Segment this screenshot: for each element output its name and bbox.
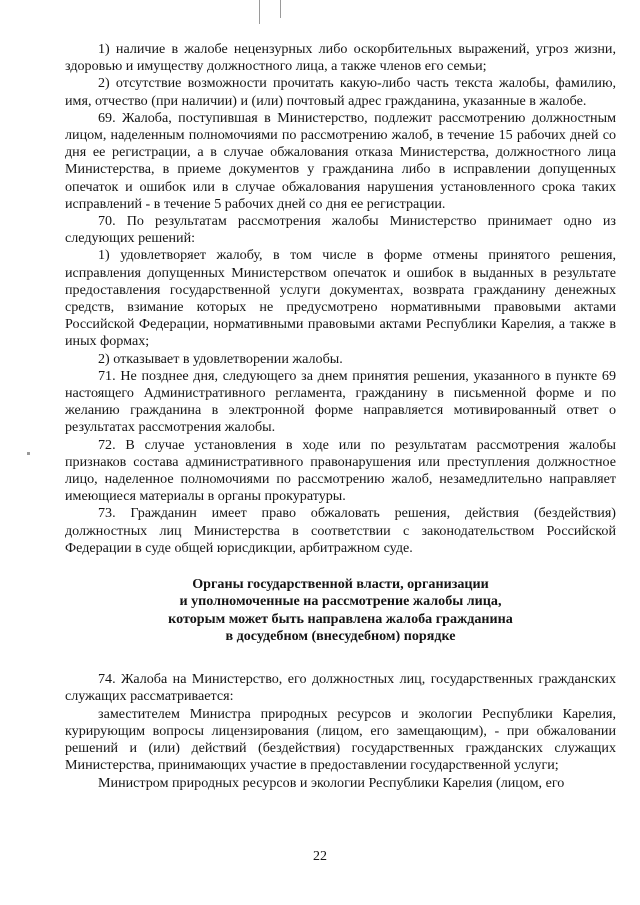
paragraph-74-deputy-minister: заместителем Министра природных ресурсов и экологии Республики Карелия, курирующим вопросы лицензирования (лицом, его замещающим), - при обжаловании решений и (или) действий (бездействия) государственных гражданских служащих Министерства, принимающих участие в предоставлении государственной услуги; — [65, 705, 616, 774]
document-body — [65, 41, 616, 792]
paragraph-70-item-1: 1) удовлетворяет жалобу, в том числе в форме отмены принятого решения, исправления допущенных Министерством опечаток и ошибок в выданных в результате предоставления государственной услуги документах, возврата гражданину денежных средств, взимание которых не предусмотрено нормативными правовыми актами Российской Федерации, нормативными правовыми актами Республики Карелия, а также в иных формах; — [65, 247, 616, 350]
section-heading-line: и уполномоченные на рассмотрение жалобы лица, — [179, 593, 502, 610]
section-heading-line: которым может быть направлена жалоба гражданина — [168, 610, 513, 627]
section-heading — [65, 576, 616, 645]
paragraph-item-2: 2) отсутствие возможности прочитать какую-либо часть текста жалобы, фамилию, имя, отчество (при наличии) и (или) почтовый адрес гражданина, указанные в жалобе. — [65, 75, 616, 109]
page-number: 22 — [313, 849, 327, 864]
paragraph-69: 69. Жалоба, поступившая в Министерство, подлежит рассмотрению должностным лицом, наделенным полномочиями по рассмотрению жалоб, в течение 15 рабочих дней со дня ее регистрации, а в случае обжалования отказа Министерства, должностного лица Министерства, в приеме документов у гражданина либо в исправлении допущенных опечаток и ошибок или в случае обжалования нарушения установленного срока таких исправлений - в течение 5 рабочих дней со дня ее регистрации. — [65, 109, 616, 212]
paragraph-73: 73. Гражданин имеет право обжаловать решения, действия (бездействия) должностных лиц Министерства в соответствии с законодательством Российской Федерации в суде общей юрисдикции, арбитражном суде. — [65, 505, 616, 556]
scan-margin-mark — [27, 452, 30, 455]
paragraph-72: 72. В случае установления в ходе или по результатам рассмотрения жалобы признаков состава административного правонарушения или преступления должностное лицо, наделенное полномочиями по рассмотрению жалоб, незамедлительно направляет имеющиеся материалы в органы прокуратуры. — [65, 436, 616, 505]
scan-fold-mark — [259, 0, 260, 24]
paragraph-70-item-2: 2) отказывает в удовлетворении жалобы. — [98, 350, 343, 367]
paragraph-74: 74. Жалоба на Министерство, его должностных лиц, государственных гражданских служащих рассматривается: — [65, 671, 616, 705]
section-heading-line: в досудебном (внесудебном) порядке — [225, 627, 456, 644]
paragraph-71: 71. Не позднее дня, следующего за днем принятия решения, указанного в пункте 69 настоящего Административного регламента, гражданину в письменной форме и по желанию гражданина в электронной форме направляется мотивированный ответ о результатах рассмотрения жалобы. — [65, 367, 616, 436]
paragraph-70: 70. По результатам рассмотрения жалобы Министерство принимает одно из следующих решений: — [65, 213, 616, 247]
section-heading-line: Органы государственной власти, организации — [192, 576, 489, 593]
paragraph-item-1: 1) наличие в жалобе нецензурных либо оскорбительных выражений, угроз жизни, здоровью и имуществу должностного лица, а также членов его семьи; — [65, 41, 616, 75]
scan-fold-mark — [280, 0, 281, 18]
paragraph-74-minister: Министром природных ресурсов и экологии Республики Карелия (лицом, его — [98, 774, 565, 791]
